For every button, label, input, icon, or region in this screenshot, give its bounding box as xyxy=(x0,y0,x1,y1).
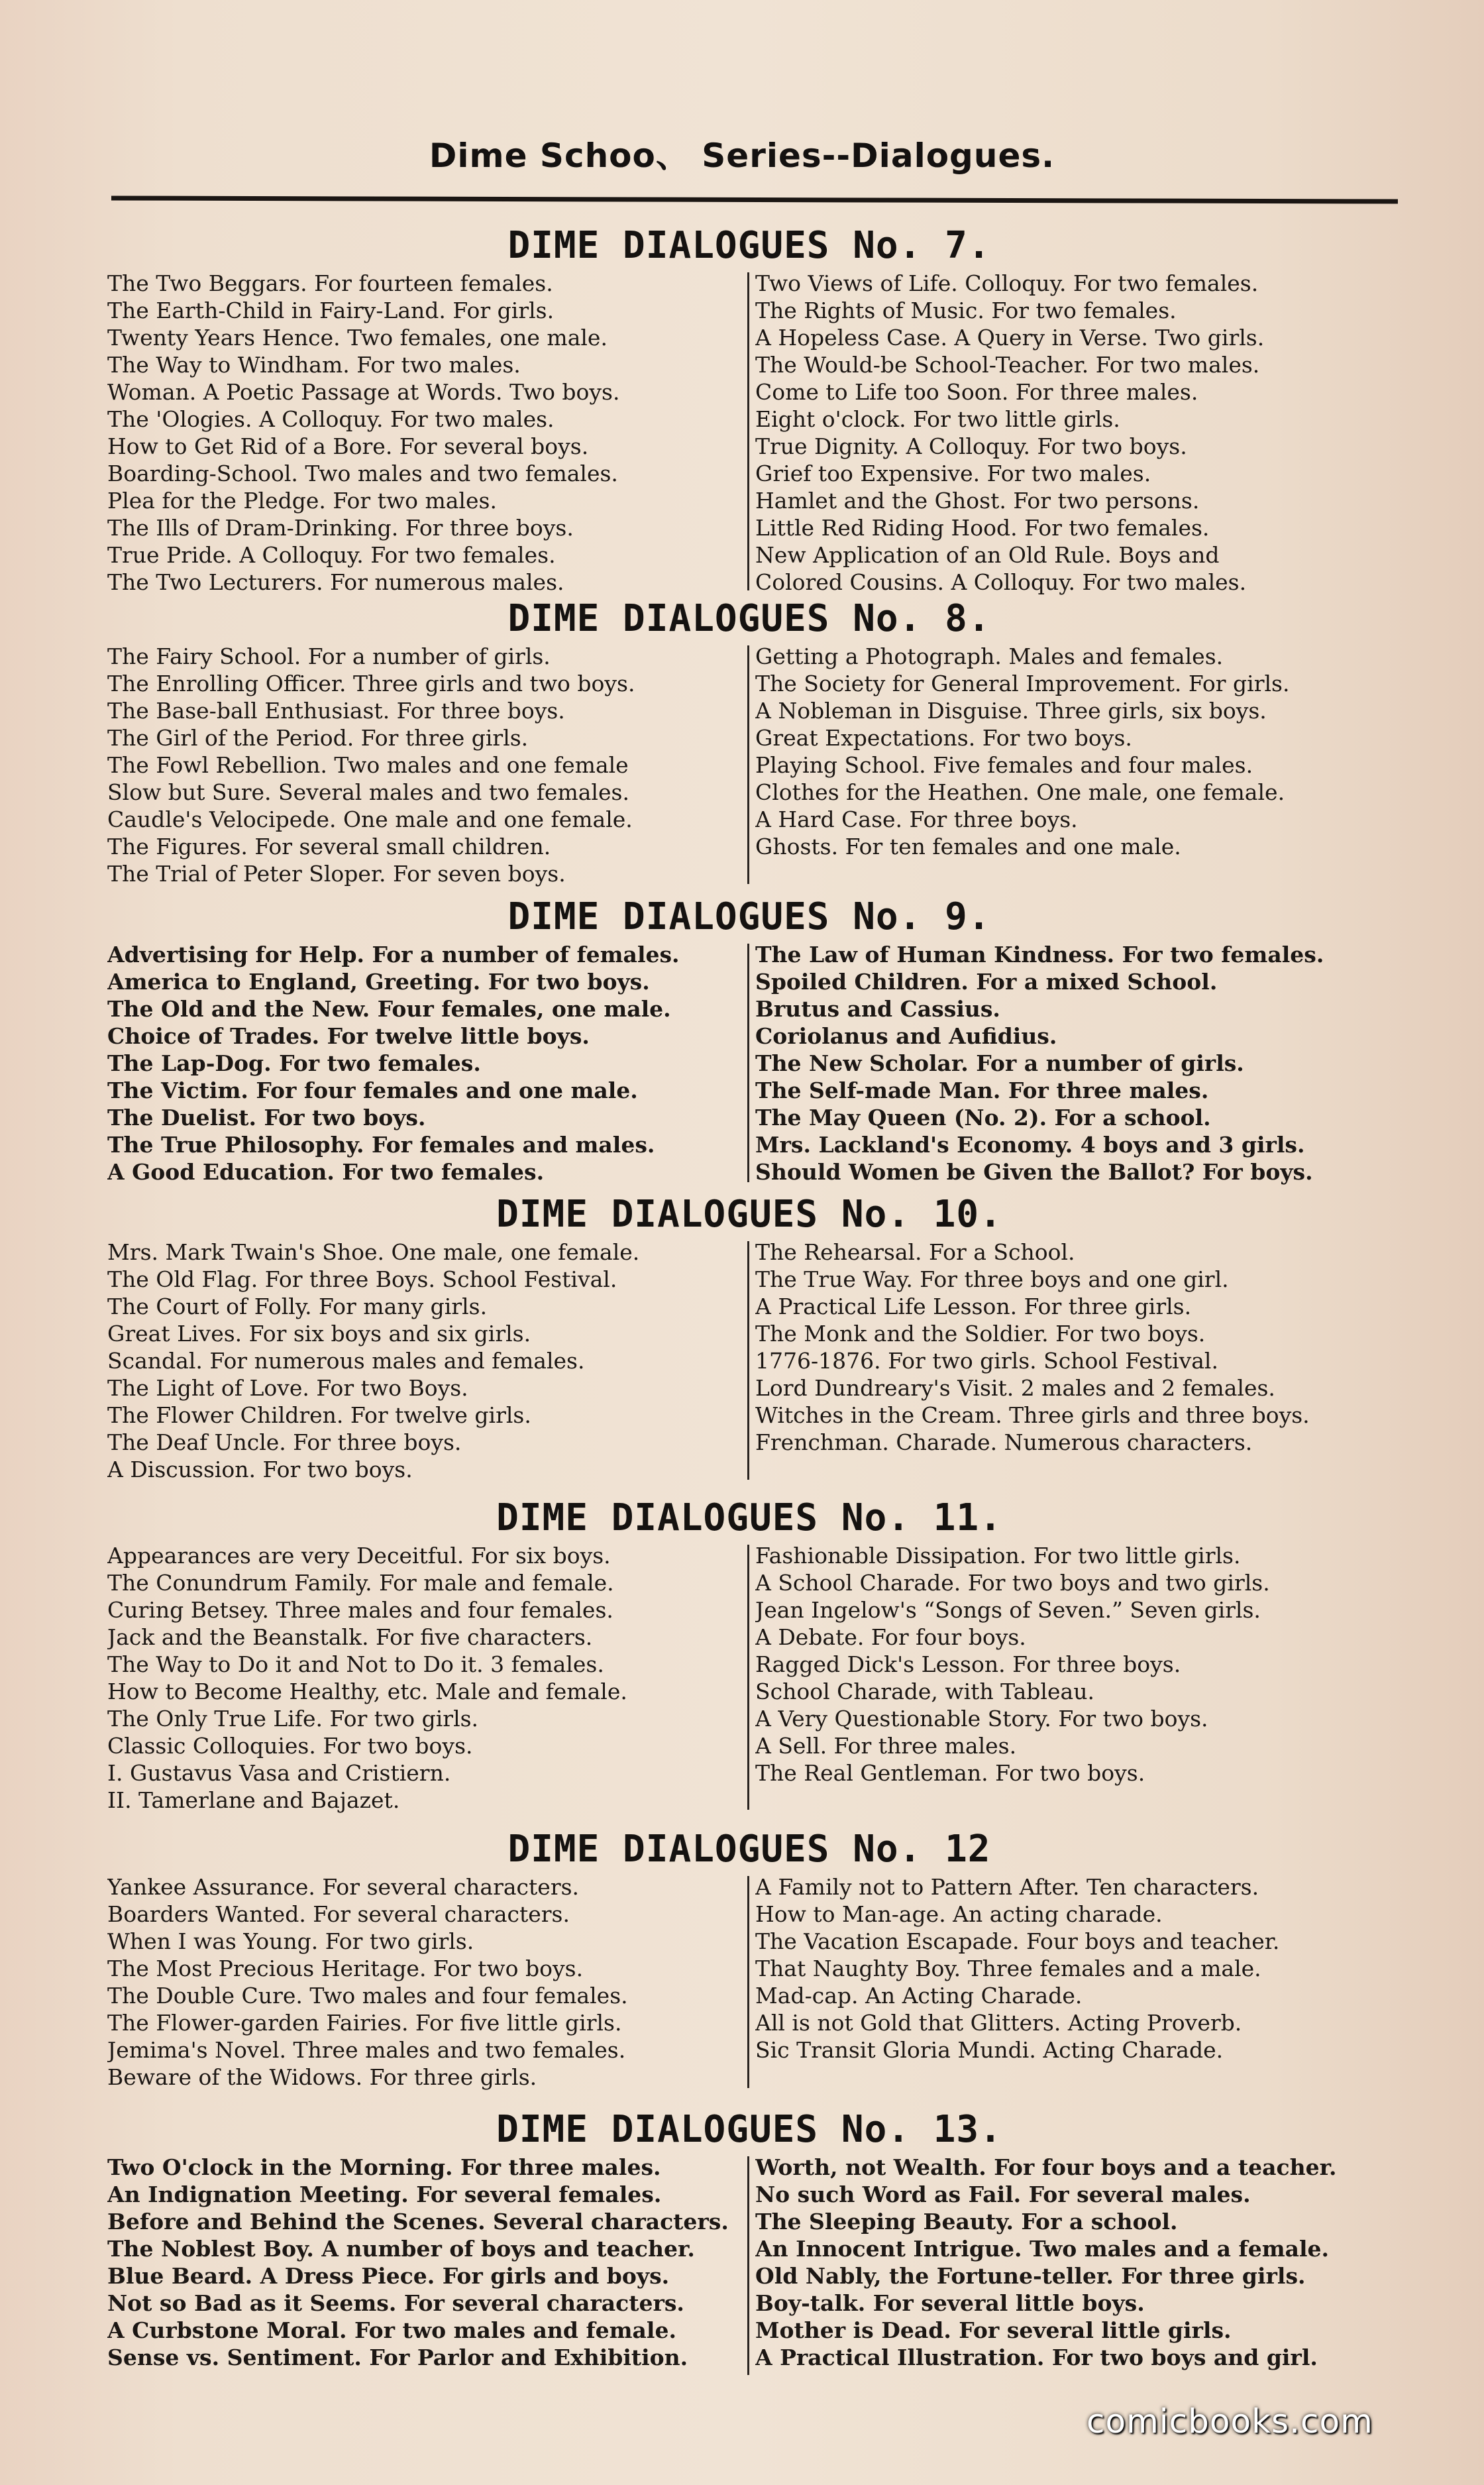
dialogue-entry: The May Queen (No. 2). For a school. xyxy=(755,1105,1211,1131)
dialogue-entry: A Hard Case. For three boys. xyxy=(755,806,1078,832)
site-watermark: comicbooks.com xyxy=(1086,2402,1373,2441)
section-title: DIME DIALOGUES No. 8. xyxy=(507,597,991,640)
dialogue-entry: Mother is Dead. For several little girls. xyxy=(755,2317,1232,2343)
dialogue-entry: That Naughty Boy. Three females and a male. xyxy=(755,1956,1261,1981)
dialogue-entry: A Family not to Pattern After. Ten characters. xyxy=(755,1874,1259,1900)
dialogue-entry: No such Word as Fail. For several males. xyxy=(755,2181,1251,2207)
dialogue-entry: Beware of the Widows. For three girls. xyxy=(107,2064,537,2090)
dialogue-entry: The Rights of Music. For two females. xyxy=(755,298,1177,323)
dialogue-entry: True Dignity. A Colloquy. For two boys. xyxy=(755,433,1187,459)
dialogue-entry: Eight o'clock. For two little girls. xyxy=(755,406,1120,432)
dialogue-entry: Plea for the Pledge. For two males. xyxy=(107,488,497,514)
dialogue-entry: The Earth-Child in Fairy-Land. For girls. xyxy=(107,298,555,323)
dialogue-entry: Appearances are very Deceitful. For six boys. xyxy=(107,1543,611,1569)
dialogue-entry: The Would-be School-Teacher. For two males. xyxy=(755,352,1260,378)
dialogue-entry: The Old and the New. Four females, one male. xyxy=(107,996,671,1022)
dialogue-entry: The Lap-Dog. For two females. xyxy=(107,1050,481,1076)
dialogue-entry: The Court of Folly. For many girls. xyxy=(107,1294,488,1319)
dialogue-entry: Woman. A Poetic Passage at Words. Two boys. xyxy=(107,379,620,405)
dialogue-entry: A Sell. For three males. xyxy=(755,1733,1017,1759)
dialogue-entry: Coriolanus and Aufidius. xyxy=(755,1023,1057,1049)
dialogue-entry: Blue Beard. A Dress Piece. For girls and boys. xyxy=(107,2263,670,2289)
page-header: Dime Schoo、 Series--Dialogues. xyxy=(429,137,1055,175)
dialogue-entry: Slow but Sure. Several males and two females. xyxy=(107,779,629,805)
dialogue-entry: Scandal. For numerous males and females. xyxy=(107,1348,585,1374)
dialogue-entry: The Two Lecturers. For numerous males. xyxy=(107,569,564,595)
dialogue-entry: The Fairy School. For a number of girls. xyxy=(107,643,551,669)
dialogue-entry: The Monk and the Soldier. For two boys. xyxy=(755,1321,1206,1347)
left-column xyxy=(107,270,750,596)
right-column xyxy=(755,2154,1398,2371)
dialogue-entry: Twenty Years Hence. Two females, one male. xyxy=(107,325,608,351)
section-no-8 xyxy=(99,595,1399,887)
dialogue-entry: The Figures. For several small children. xyxy=(107,834,551,859)
dialogue-entry: The Conundrum Family. For male and female. xyxy=(107,1570,614,1596)
dialogue-entry: Great Lives. For six boys and six girls. xyxy=(107,1321,531,1347)
dialogue-entry: A Very Questionable Story. For two boys. xyxy=(755,1706,1208,1732)
dialogue-entry: Frenchman. Charade. Numerous characters. xyxy=(755,1429,1253,1455)
dialogue-entry: Little Red Riding Hood. For two females. xyxy=(755,515,1210,541)
dialogue-entry: The Most Precious Heritage. For two boys. xyxy=(107,1956,584,1981)
section-no-13 xyxy=(99,2106,1399,2370)
dialogue-entry: The Vacation Escapade. Four boys and teacher. xyxy=(755,1928,1280,1954)
dialogue-entry: A Nobleman in Disguise. Three girls, six boys. xyxy=(755,698,1267,724)
dialogue-entry: The Way to Do it and Not to Do it. 3 females. xyxy=(107,1651,604,1677)
left-column xyxy=(107,941,750,1186)
dialogue-entry: The Duelist. For two boys. xyxy=(107,1105,426,1131)
dialogue-entry: Curing Betsey. Three males and four females. xyxy=(107,1597,613,1623)
dialogue-entry: Witches in the Cream. Three girls and three boys. xyxy=(755,1402,1310,1428)
dialogue-entry: The Flower-garden Fairies. For five little girls. xyxy=(107,2010,622,2036)
dialogue-entry: The Double Cure. Two males and four females. xyxy=(107,1983,628,2009)
dialogue-entry: Spoiled Children. For a mixed School. xyxy=(755,969,1218,995)
dialogue-entry: Boarders Wanted. For several characters. xyxy=(107,1901,570,1927)
dialogue-entry: The Ills of Dram-Drinking. For three boys. xyxy=(107,515,574,541)
left-column xyxy=(107,1873,750,2091)
dialogue-entry: Sic Transit Gloria Mundi. Acting Charade. xyxy=(755,2037,1224,2063)
dialogue-entry: True Pride. A Colloquy. For two females. xyxy=(107,542,556,568)
dialogue-entry: Boy-talk. For several little boys. xyxy=(755,2290,1145,2316)
right-column xyxy=(755,941,1398,1186)
dialogue-entry: A Practical Illustration. For two boys and girl. xyxy=(755,2345,1318,2370)
left-column xyxy=(107,1542,750,1814)
dialogue-entry: Ragged Dick's Lesson. For three boys. xyxy=(755,1651,1181,1677)
dialogue-entry: Not so Bad as it Seems. For several characters. xyxy=(107,2290,684,2316)
right-column xyxy=(755,270,1398,596)
section-title: DIME DIALOGUES No. 11. xyxy=(496,1496,1002,1539)
dialogue-entry: Boarding-School. Two males and two females. xyxy=(107,461,618,486)
dialogue-entry: School Charade, with Tableau. xyxy=(755,1679,1094,1704)
dialogue-entry: Before and Behind the Scenes. Several characters. xyxy=(107,2209,729,2235)
right-column xyxy=(755,1542,1398,1787)
dialogue-entry: Colored Cousins. A Colloquy. For two males. xyxy=(755,569,1247,595)
dialogue-entry: A School Charade. For two boys and two girls. xyxy=(755,1570,1270,1596)
dialogue-entry: When I was Young. For two girls. xyxy=(107,1928,474,1954)
dialogue-entry: Great Expectations. For two boys. xyxy=(755,725,1132,751)
dialogue-entry: Playing School. Five females and four males. xyxy=(755,752,1253,778)
dialogue-entry: Two Views of Life. Colloquy. For two females. xyxy=(755,270,1259,296)
dialogue-entry: Should Women be Given the Ballot? For boys. xyxy=(755,1159,1313,1185)
dialogue-entry: A Debate. For four boys. xyxy=(755,1624,1026,1650)
section-title: DIME DIALOGUES No. 13. xyxy=(496,2108,1002,2151)
dialogue-entry: Grief too Expensive. For two males. xyxy=(755,461,1151,486)
dialogue-entry: The True Way. For three boys and one girl. xyxy=(755,1266,1229,1292)
dialogue-entry: Sense vs. Sentiment. For Parlor and Exhibition. xyxy=(107,2345,688,2370)
dialogue-entry: The Two Beggars. For fourteen females. xyxy=(107,270,553,296)
dialogue-entry: Jack and the Beanstalk. For five characters. xyxy=(107,1624,593,1650)
dialogue-entry: Jean Ingelow's “Songs of Seven.” Seven girls. xyxy=(755,1597,1261,1623)
header-rule xyxy=(111,195,1398,203)
dialogue-entry: Advertising for Help. For a number of females. xyxy=(107,942,680,967)
section-no-11 xyxy=(99,1494,1399,1813)
dialogue-entry: The Old Flag. For three Boys. School Festival. xyxy=(107,1266,617,1292)
dialogue-entry: The 'Ologies. A Colloquy. For two males. xyxy=(107,406,555,432)
dialogue-entry: Clothes for the Heathen. One male, one female. xyxy=(755,779,1285,805)
dialogue-entry: Brutus and Cassius. xyxy=(755,996,1000,1022)
left-column xyxy=(107,643,750,887)
dialogue-entry: Come to Life too Soon. For three males. xyxy=(755,379,1198,405)
dialogue-entry: The Victim. For four females and one male. xyxy=(107,1077,638,1103)
dialogue-entry: The Real Gentleman. For two boys. xyxy=(755,1760,1145,1786)
dialogue-entry: Yankee Assurance. For several characters. xyxy=(107,1874,580,1900)
left-column xyxy=(107,2154,750,2371)
dialogue-entry: The New Scholar. For a number of girls. xyxy=(755,1050,1244,1076)
dialogue-entry: The Self-made Man. For three males. xyxy=(755,1077,1209,1103)
dialogue-entry: The Light of Love. For two Boys. xyxy=(107,1375,468,1401)
section-no-12 xyxy=(99,1826,1399,2090)
dialogue-entry: A Discussion. For two boys. xyxy=(107,1457,413,1482)
dialogue-entry: Caudle's Velocipede. One male and one female. xyxy=(107,806,633,832)
section-title: DIME DIALOGUES No. 12 xyxy=(507,1828,991,1871)
dialogue-entry: The Society for General Improvement. For girls. xyxy=(755,671,1290,696)
dialogue-entry: The Rehearsal. For a School. xyxy=(755,1239,1075,1265)
dialogue-entry: The Only True Life. For two girls. xyxy=(107,1706,479,1732)
dialogue-entry: Two O'clock in the Morning. For three males. xyxy=(107,2154,661,2180)
right-column xyxy=(755,1873,1398,2064)
section-no-9 xyxy=(99,893,1399,1185)
section-title: DIME DIALOGUES No. 9. xyxy=(507,895,991,938)
dialogue-entry: Hamlet and the Ghost. For two persons. xyxy=(755,488,1200,514)
dialogue-entry: Mrs. Lackland's Economy. 4 boys and 3 girls. xyxy=(755,1132,1305,1158)
dialogue-entry: A Curbstone Moral. For two males and female. xyxy=(107,2317,676,2343)
dialogue-entry: Fashionable Dissipation. For two little girls. xyxy=(755,1543,1241,1569)
dialogue-entry: The True Philosophy. For females and males. xyxy=(107,1132,655,1158)
dialogue-entry: An Indignation Meeting. For several females. xyxy=(107,2181,662,2207)
dialogue-entry: An Innocent Intrigue. Two males and a female. xyxy=(755,2236,1330,2262)
dialogue-entry: I. Gustavus Vasa and Cristiern. xyxy=(107,1760,451,1786)
dialogue-entry: The Fowl Rebellion. Two males and one female xyxy=(107,752,629,778)
left-column xyxy=(107,1239,750,1483)
dialogue-entry: The Flower Children. For twelve girls. xyxy=(107,1402,531,1428)
section-title: DIME DIALOGUES No. 10. xyxy=(496,1193,1002,1236)
dialogue-entry: The Way to Windham. For two males. xyxy=(107,352,521,378)
dialogue-entry: Choice of Trades. For twelve little boys. xyxy=(107,1023,590,1049)
dialogue-entry: II. Tamerlane and Bajazet. xyxy=(107,1787,400,1813)
dialogue-entry: America to England, Greeting. For two boys. xyxy=(107,969,650,995)
dialogue-entry: How to Get Rid of a Bore. For several boys. xyxy=(107,433,589,459)
dialogue-entry: A Hopeless Case. A Query in Verse. Two girls. xyxy=(755,325,1265,351)
dialogue-entry: The Base-ball Enthusiast. For three boys. xyxy=(107,698,565,724)
dialogue-entry: The Law of Human Kindness. For two females. xyxy=(755,942,1324,967)
dialogue-entry: How to Man-age. An acting charade. xyxy=(755,1901,1163,1927)
dialogue-entry: The Deaf Uncle. For three boys. xyxy=(107,1429,462,1455)
dialogue-entry: New Application of an Old Rule. Boys and xyxy=(755,542,1220,568)
section-no-7 xyxy=(99,222,1399,595)
right-column xyxy=(755,1239,1398,1456)
dialogue-entry: How to Become Healthy, etc. Male and female. xyxy=(107,1679,627,1704)
dialogue-entry: The Sleeping Beauty. For a school. xyxy=(755,2209,1178,2235)
dialogue-entry: The Enrolling Officer. Three girls and two boys. xyxy=(107,671,635,696)
dialogue-entry: The Girl of the Period. For three girls. xyxy=(107,725,529,751)
section-title: DIME DIALOGUES No. 7. xyxy=(507,224,991,267)
section-no-10 xyxy=(99,1191,1399,1482)
dialogue-entry: All is not Gold that Glitters. Acting Proverb. xyxy=(755,2010,1242,2036)
dialogue-entry: Worth, not Wealth. For four boys and a teacher. xyxy=(755,2154,1337,2180)
dialogue-entry: Old Nably, the Fortune-teller. For three girls. xyxy=(755,2263,1306,2289)
dialogue-entry: Jemima's Novel. Three males and two females. xyxy=(107,2037,626,2063)
dialogue-entry: Classic Colloquies. For two boys. xyxy=(107,1733,473,1759)
dialogue-entry: The Noblest Boy. A number of boys and teacher. xyxy=(107,2236,695,2262)
dialogue-entry: The Trial of Peter Sloper. For seven boys. xyxy=(107,861,566,887)
dialogue-entry: Getting a Photograph. Males and females. xyxy=(755,643,1224,669)
dialogue-entry: 1776-1876. For two girls. School Festival. xyxy=(755,1348,1218,1374)
dialogue-entry: Mrs. Mark Twain's Shoe. One male, one female. xyxy=(107,1239,640,1265)
right-column xyxy=(755,643,1398,860)
dialogue-entry: Lord Dundreary's Visit. 2 males and 2 females. xyxy=(755,1375,1275,1401)
dialogue-entry: Mad-cap. An Acting Charade. xyxy=(755,1983,1083,2009)
dialogue-entry: A Practical Life Lesson. For three girls. xyxy=(755,1294,1192,1319)
dialogue-entry: Ghosts. For ten females and one male. xyxy=(755,834,1181,859)
dialogue-entry: A Good Education. For two females. xyxy=(107,1159,545,1185)
